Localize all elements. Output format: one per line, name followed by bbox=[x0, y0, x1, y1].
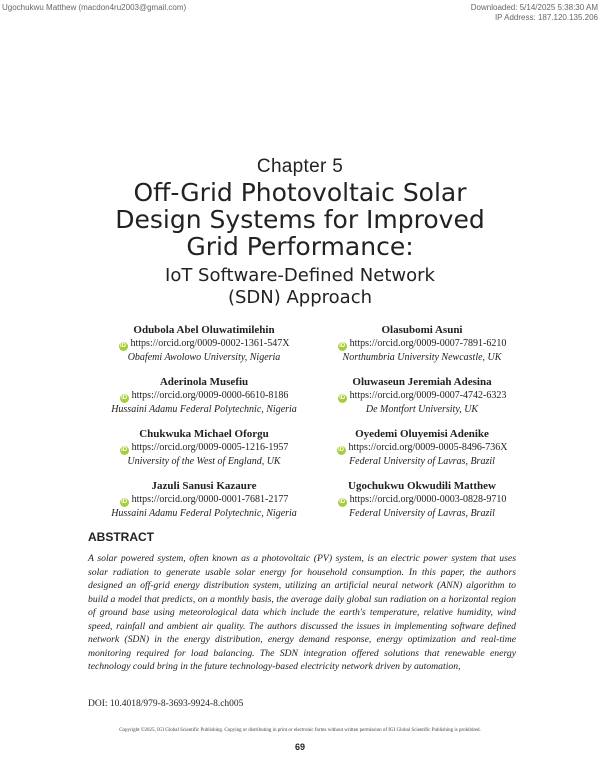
author-name: Ugochukwu Okwudili Matthew bbox=[348, 480, 496, 492]
orcid-icon: iD bbox=[339, 395, 346, 401]
author-affiliation: De Montfort University, UK bbox=[365, 404, 479, 415]
author-block bbox=[84, 427, 324, 469]
orcid-icon: iD bbox=[121, 447, 128, 453]
author-affiliation: Hussaini Adamu Federal Polytechnic, Nigeria bbox=[111, 508, 297, 519]
author-block bbox=[84, 479, 324, 521]
author-name: Odubola Abel Oluwatimilehin bbox=[133, 324, 275, 336]
orcid-link-row bbox=[84, 493, 324, 507]
doi-line: DOI: 10.4018/979-8-3693-9924-8.ch005 bbox=[88, 699, 244, 709]
orcid-link-row bbox=[302, 493, 542, 507]
download-user-header: Ugochukwu Matthew (macdon4ru2003@gmail.com) bbox=[2, 3, 187, 12]
author-name: Chukwuka Michael Oforgu bbox=[139, 428, 269, 440]
subtitle-line: IoT Software-Defined Network bbox=[165, 265, 435, 286]
subtitle-line: (SDN) Approach bbox=[227, 287, 373, 308]
author-name: Oluwaseun Jeremiah Adesina bbox=[352, 376, 492, 388]
chapter-subtitle bbox=[60, 265, 540, 309]
author-block bbox=[302, 323, 542, 365]
author-block bbox=[302, 375, 542, 417]
author-name: Aderinola Musefiu bbox=[159, 376, 249, 388]
orcid-icon: iD bbox=[121, 395, 128, 401]
orcid-link[interactable]: https://orcid.org/0009-0005-1216-1957 bbox=[131, 442, 289, 453]
download-info-header bbox=[471, 3, 598, 23]
author-block bbox=[84, 375, 324, 417]
orcid-link[interactable]: https://orcid.org/0000-0003-0828-9710 bbox=[349, 494, 507, 505]
author-affiliation: University of the West of England, UK bbox=[127, 456, 281, 467]
title-line: Grid Performance: bbox=[186, 232, 414, 261]
orcid-link[interactable]: https://orcid.org/0009-0005-8496-736X bbox=[348, 442, 508, 453]
author-block bbox=[302, 479, 542, 521]
orcid-icon: iD bbox=[121, 499, 128, 505]
orcid-link[interactable]: https://orcid.org/0009-0007-4742-6323 bbox=[349, 390, 507, 401]
orcid-link[interactable]: https://orcid.org/0009-0002-1361-547X bbox=[130, 338, 290, 349]
chapter-label: Chapter 5 bbox=[256, 156, 344, 177]
author-affiliation: Federal University of Lavras, Brazil bbox=[349, 508, 495, 519]
orcid-link[interactable]: https://orcid.org/0009-0000-6610-8186 bbox=[131, 390, 289, 401]
orcid-icon: iD bbox=[120, 343, 126, 349]
author-block bbox=[302, 427, 542, 469]
orcid-link[interactable]: https://orcid.org/0009-0007-7891-6210 bbox=[349, 338, 507, 349]
orcid-link[interactable]: https://orcid.org/0000-0001-7681-2177 bbox=[131, 494, 289, 505]
download-date: Downloaded: 5/14/2025 5:38:30 AM bbox=[470, 3, 598, 12]
title-line: Off-Grid Photovoltaic Solar bbox=[133, 178, 467, 207]
ip-address: IP Address: 187.120.135.206 bbox=[494, 13, 598, 22]
orcid-link-row bbox=[302, 389, 542, 403]
author-affiliation: Hussaini Adamu Federal Polytechnic, Nigeria bbox=[111, 404, 297, 415]
orcid-link-row bbox=[84, 389, 324, 403]
author-affiliation: Northumbria University Newcastle, UK bbox=[342, 352, 502, 363]
author-name: Olasubomi Asuni bbox=[381, 324, 463, 336]
orcid-icon: iD bbox=[339, 343, 346, 349]
orcid-link-row bbox=[84, 441, 324, 455]
title-line: Design Systems for Improved bbox=[115, 205, 485, 234]
orcid-link-row bbox=[84, 337, 324, 351]
author-affiliation: Federal University of Lavras, Brazil bbox=[349, 456, 495, 467]
author-block bbox=[84, 323, 324, 365]
author-name: Jazuli Sanusi Kazaure bbox=[151, 480, 257, 492]
orcid-icon: iD bbox=[338, 447, 344, 453]
abstract-heading: ABSTRACT bbox=[88, 530, 154, 544]
author-name: Oyedemi Oluyemisi Adenike bbox=[355, 428, 489, 440]
orcid-link-row bbox=[302, 441, 542, 455]
chapter-title bbox=[60, 179, 540, 260]
copyright-notice: Copyright ©2025, IGI Global Scientific Publishing. Copying or distributing in print or electronic forms without written permission of IGI Global Scientific Publishing is prohibited. bbox=[119, 728, 481, 733]
abstract-text: A solar powered system, often known as a photovoltaic (PV) system, is an electric power system that uses solar radiation to generate usable solar energy for household consumption. In this paper, the authors designed an off-grid energy distribution system, utilizing an artificial neural network (ANN) algorithm to build a model that predicts, on a monthly basis, the average daily global sun radiation on a horizontal region of ground base using meteorological data which include the earth's temperature, relative humidity, wind speed, rainfall and ambient air quality. The authors discussed the issues in implementing software defined network (SDN) in the energy distribution, energy demand response, energy optimization and real-time monitoring required for load balancing. The SDN integration offered solutions that renewable energy technology could bring in the future technology-based electricity network driven by automation, bbox=[88, 553, 516, 672]
page-number: 69 bbox=[294, 742, 305, 752]
orcid-link-row bbox=[302, 337, 542, 351]
author-affiliation: Obafemi Awolowo University, Nigeria bbox=[127, 352, 281, 363]
orcid-icon: iD bbox=[339, 499, 346, 505]
